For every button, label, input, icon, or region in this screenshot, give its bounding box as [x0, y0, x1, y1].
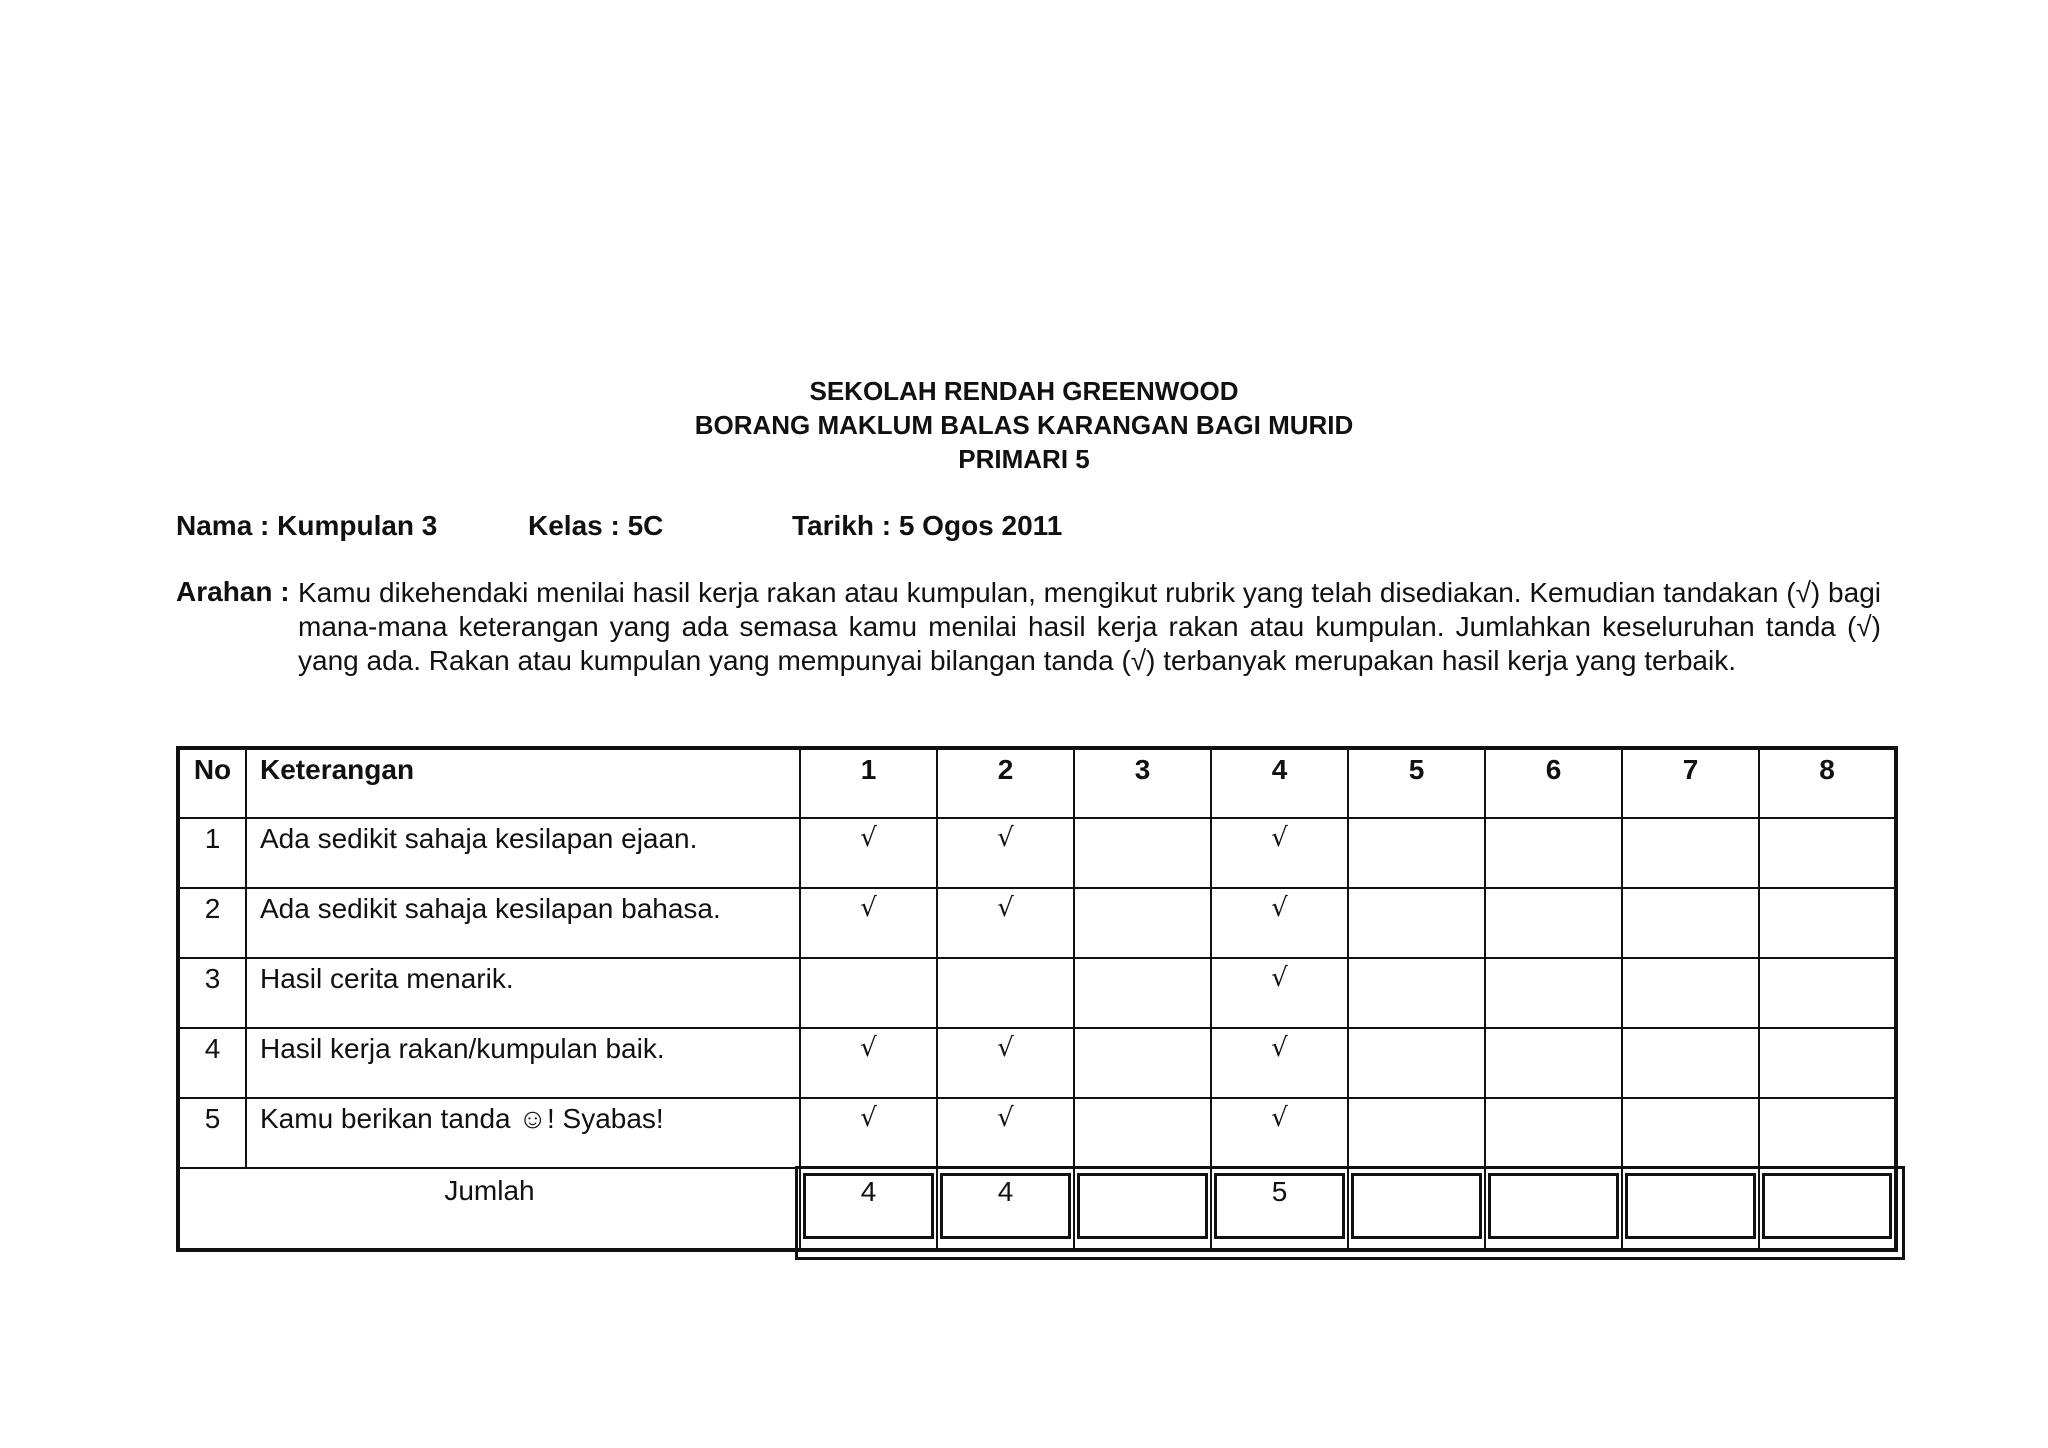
mark-cell [937, 958, 1074, 1028]
row-description: Hasil kerja rakan/kumpulan baik. [246, 1028, 800, 1098]
mark-cell: √ [937, 1098, 1074, 1168]
header-col-8: 8 [1759, 748, 1896, 818]
mark-cell: √ [1211, 958, 1348, 1028]
header-col-5: 5 [1348, 748, 1485, 818]
total-cell [1211, 1168, 1348, 1250]
row-description: Hasil cerita menarik. [246, 958, 800, 1028]
row-number: 2 [178, 888, 246, 958]
mark-cell [1348, 818, 1485, 888]
total-cell [937, 1168, 1074, 1250]
mark-cell: √ [800, 818, 937, 888]
total-value: 4 [803, 1173, 934, 1239]
mark-cell: √ [800, 1028, 937, 1098]
row-number: 3 [178, 958, 246, 1028]
mark-cell [1485, 958, 1622, 1028]
total-cell [1485, 1168, 1622, 1250]
mark-cell [1074, 1028, 1211, 1098]
table-header-row [178, 748, 1896, 818]
row-description: Kamu berikan tanda ☺! Syabas! [246, 1098, 800, 1168]
total-value [1488, 1173, 1619, 1239]
row-description: Ada sedikit sahaja kesilapan ejaan. [246, 818, 800, 888]
mark-cell [1759, 1028, 1896, 1098]
header-col-7: 7 [1622, 748, 1759, 818]
header-col-3: 3 [1074, 748, 1211, 818]
mark-cell [1348, 888, 1485, 958]
total-row [178, 1168, 1896, 1250]
total-value: 5 [1214, 1173, 1345, 1239]
school-name: SEKOLAH RENDAH GREENWOOD [809, 376, 1239, 406]
header-no: No [178, 748, 246, 818]
mark-cell: √ [937, 888, 1074, 958]
mark-cell [1074, 1098, 1211, 1168]
mark-cell [800, 958, 937, 1028]
mark-cell [1759, 1098, 1896, 1168]
mark-cell: √ [1211, 818, 1348, 888]
mark-cell [1622, 958, 1759, 1028]
mark-cell [1622, 1098, 1759, 1168]
mark-cell [1485, 1028, 1622, 1098]
row-number: 1 [178, 818, 246, 888]
header-col-6: 6 [1485, 748, 1622, 818]
tarikh-field: Tarikh : 5 Ogos 2011 [792, 510, 1063, 541]
mark-cell: √ [1211, 1028, 1348, 1098]
mark-cell: √ [1211, 1098, 1348, 1168]
total-cell [1074, 1168, 1211, 1250]
total-value [1625, 1173, 1756, 1239]
table-row [178, 888, 1896, 958]
instructions-label: Arahan : [176, 576, 290, 607]
total-cell [1348, 1168, 1485, 1250]
mark-cell [1622, 1028, 1759, 1098]
mark-cell: √ [1211, 888, 1348, 958]
total-cell [1622, 1168, 1759, 1250]
total-value [1077, 1173, 1208, 1239]
mark-cell [1622, 818, 1759, 888]
nama-field: Nama : Kumpulan 3 [176, 510, 438, 541]
mark-cell [1348, 958, 1485, 1028]
total-value [1762, 1173, 1892, 1239]
table-row [178, 1098, 1896, 1168]
mark-cell [1348, 1028, 1485, 1098]
instructions-text: Kamu dikehendaki menilai hasil kerja rakan atau kumpulan, mengikut rubrik yang telah disediakan. Kemudian tandakan (√) bagi mana-mana keterangan yang ada semasa kamu menilai hasil kerja rakan atau kumpulan. Jumlahkan keseluruhan tanda (√) yang ada. Rakan atau kumpulan yang mempunyai bilangan tanda (√) terbanyak merupakan hasil kerja yang terbaik. [298, 577, 1881, 676]
mark-cell [1622, 888, 1759, 958]
row-number: 5 [178, 1098, 246, 1168]
level-title: PRIMARI 5 [958, 444, 1090, 474]
mark-cell [1485, 818, 1622, 888]
mark-cell [1348, 1098, 1485, 1168]
total-label: Jumlah [178, 1168, 800, 1250]
rubric-table [176, 746, 1898, 1252]
mark-cell [1074, 818, 1211, 888]
mark-cell [1759, 888, 1896, 958]
mark-cell: √ [937, 818, 1074, 888]
header-col-2: 2 [937, 748, 1074, 818]
header-keterangan: Keterangan [246, 748, 800, 818]
mark-cell [1759, 818, 1896, 888]
mark-cell [1485, 888, 1622, 958]
total-cell [800, 1168, 937, 1250]
mark-cell [1485, 1098, 1622, 1168]
form-title: BORANG MAKLUM BALAS KARANGAN BAGI MURID [694, 410, 1354, 440]
mark-cell [1759, 958, 1896, 1028]
row-description: Ada sedikit sahaja kesilapan bahasa. [246, 888, 800, 958]
table-row [178, 1028, 1896, 1098]
total-value: 4 [940, 1173, 1071, 1239]
table-row [178, 818, 1896, 888]
mark-cell [1074, 958, 1211, 1028]
mark-cell: √ [937, 1028, 1074, 1098]
table-row [178, 958, 1896, 1028]
mark-cell [1074, 888, 1211, 958]
total-cell [1759, 1168, 1896, 1250]
header-col-4: 4 [1211, 748, 1348, 818]
kelas-field: Kelas : 5C [528, 510, 664, 541]
mark-cell: √ [800, 888, 937, 958]
total-value [1351, 1173, 1482, 1239]
mark-cell: √ [800, 1098, 937, 1168]
header-col-1: 1 [800, 748, 937, 818]
row-number: 4 [178, 1028, 246, 1098]
